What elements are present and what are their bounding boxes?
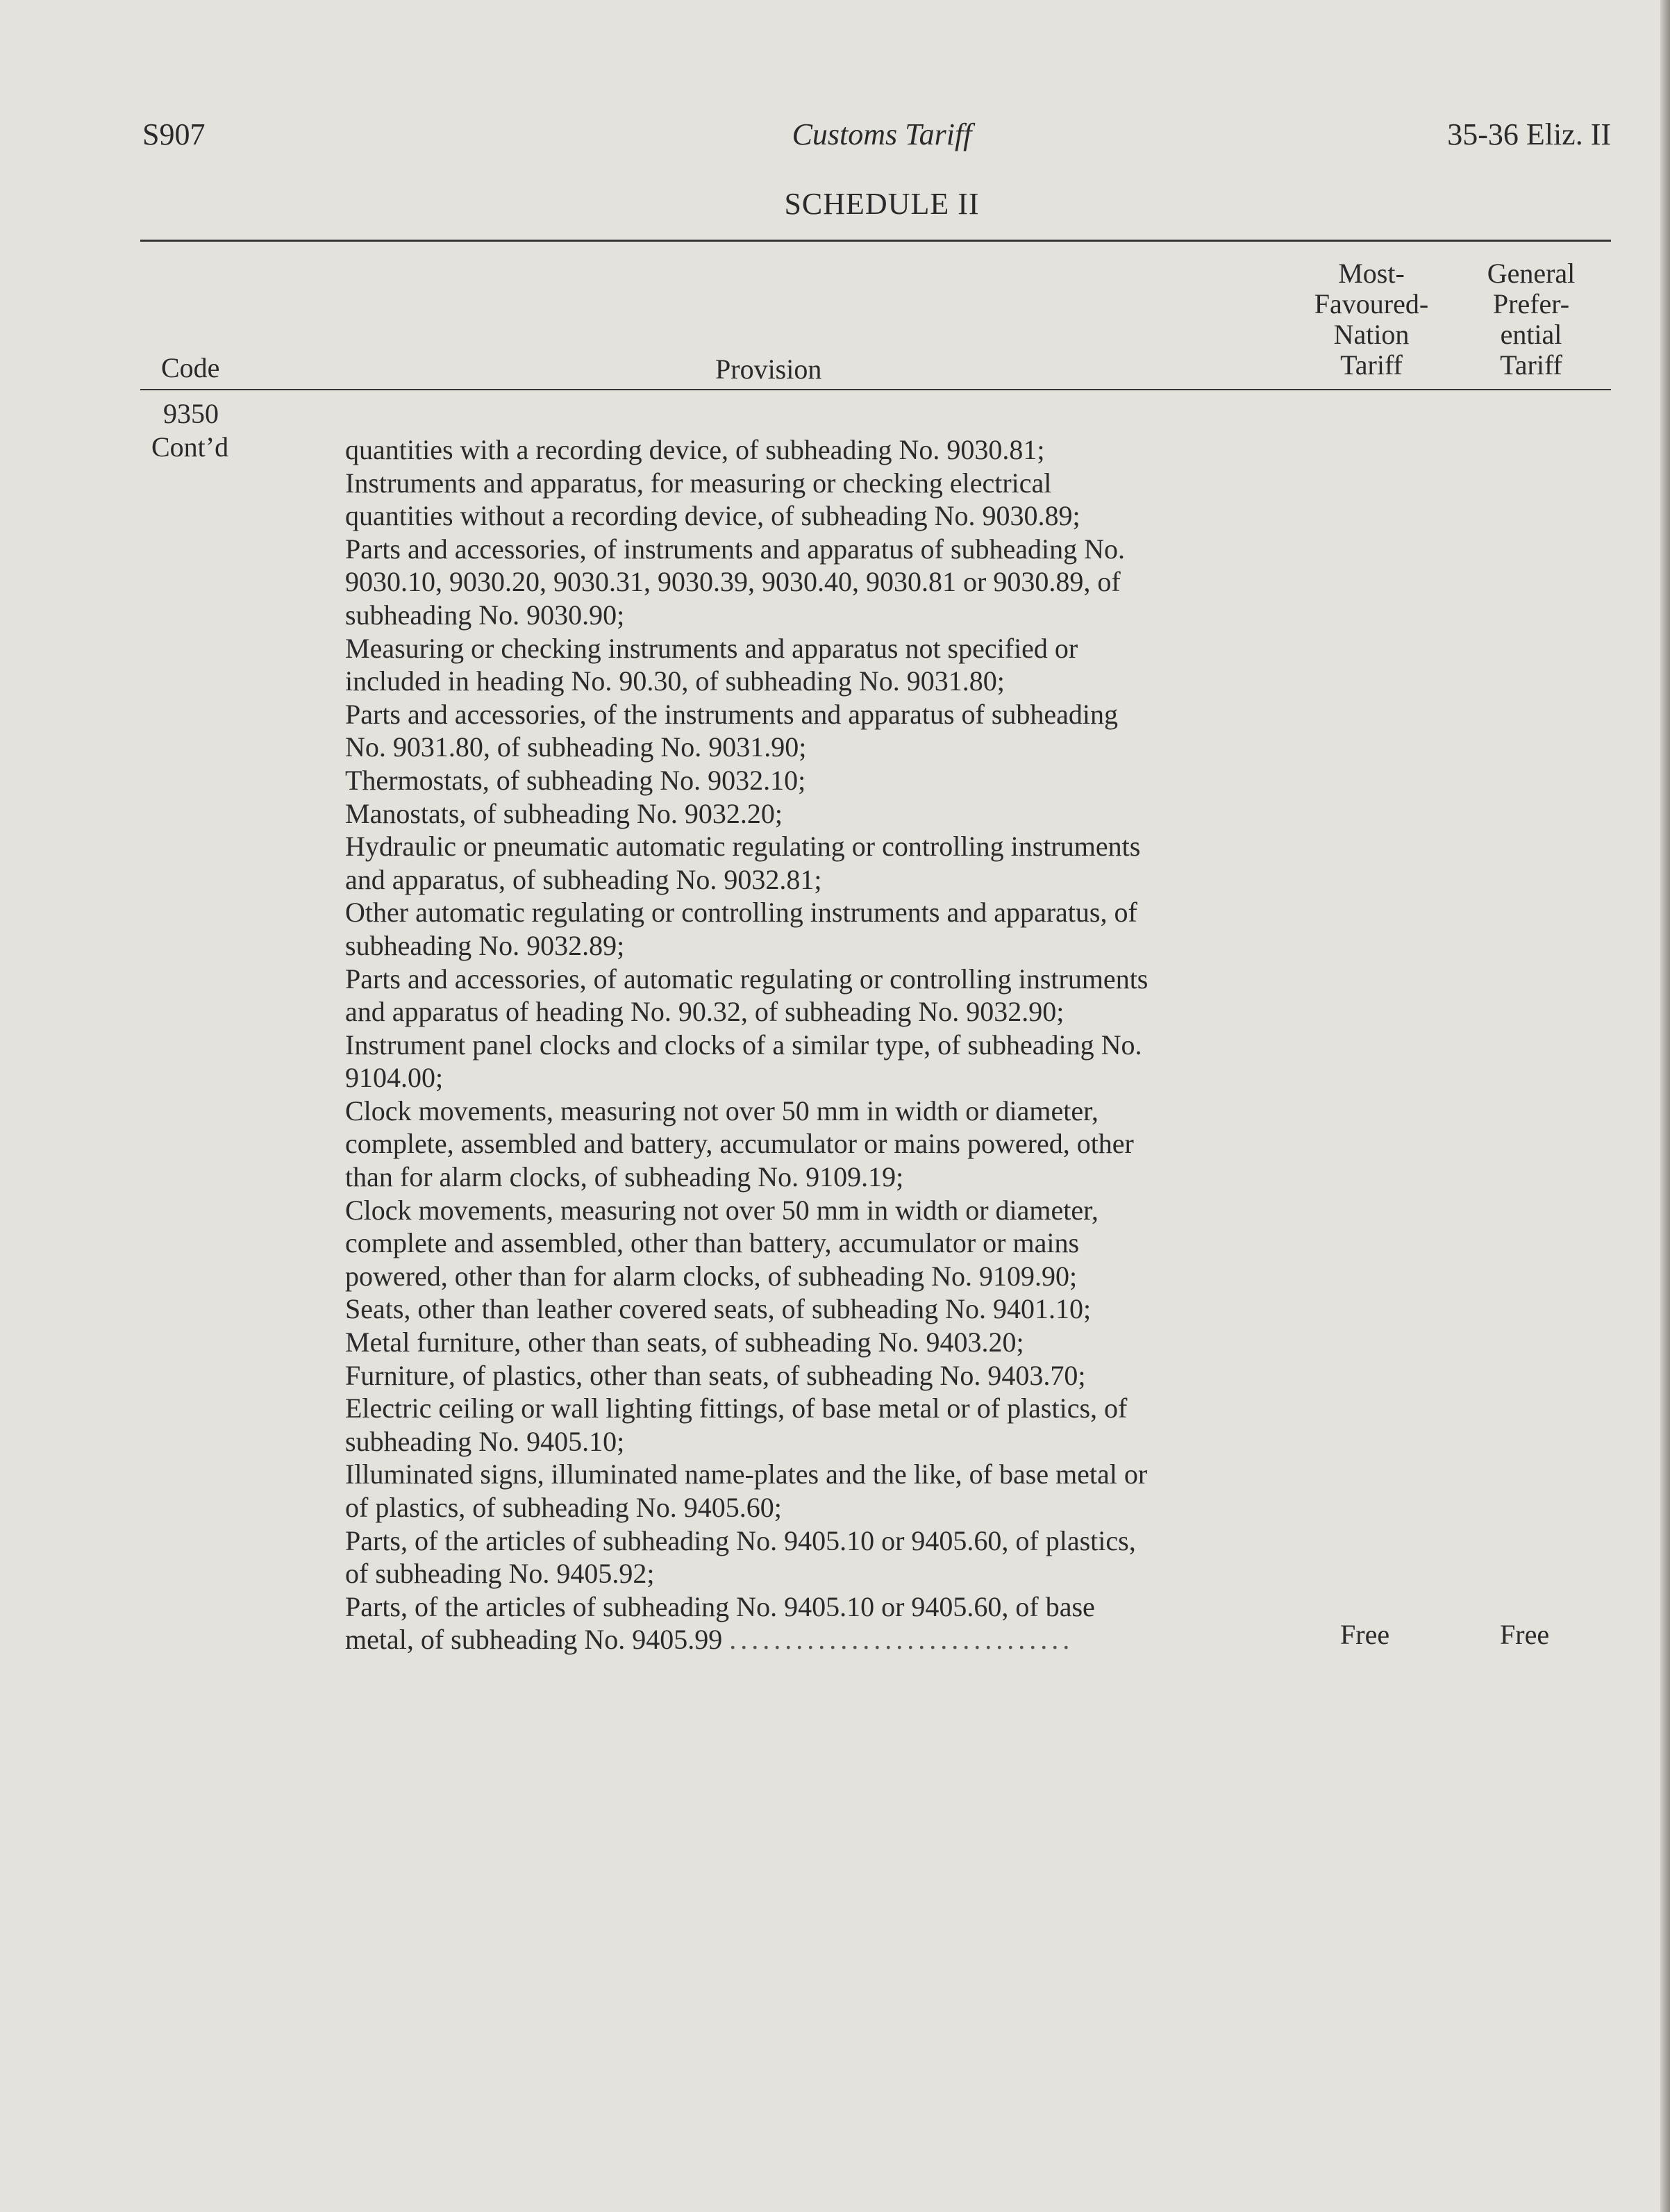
provision-line xyxy=(345,963,1283,996)
provision-line-text: and apparatus of heading No. 90.32, of subheading No. 9032.90; xyxy=(345,996,1064,1028)
regnal-year: 35-36 Eliz. II xyxy=(1447,117,1611,151)
provision-line xyxy=(345,433,1283,467)
provision-line-text: Parts and accessories, of automatic regulating or controlling instruments xyxy=(345,963,1149,995)
provision-line-text: Metal furniture, other than seats, of subheading No. 9403.20; xyxy=(345,1327,1024,1358)
provision-line xyxy=(345,1292,1283,1326)
page-number: S907 xyxy=(142,117,206,151)
provision-line xyxy=(345,1359,1283,1392)
provision-line-text: Illuminated signs, illuminated name-plates and the like, of base metal or xyxy=(345,1458,1148,1490)
provision-line-text: subheading No. 9030.90; xyxy=(345,599,625,631)
table-top-rule xyxy=(140,240,1611,242)
provision-line xyxy=(345,995,1283,1029)
provision-line-text: powered, other than for alarm clocks, of subheading No. 9109.90; xyxy=(345,1260,1078,1292)
column-header-mfn-line: Tariff xyxy=(1340,349,1403,381)
provision-line-text: and apparatus, of subheading No. 9032.81; xyxy=(345,863,822,895)
provision-line-text: than for alarm clocks, of subheading No. 9109.19; xyxy=(345,1161,904,1193)
column-header-mfn-line: Nation xyxy=(1333,319,1410,350)
provision-line xyxy=(345,632,1283,665)
provision-line-text: 9030.10, 9030.20, 9030.31, 9030.39, 9030.40, 9030.81 or 9030.89, of xyxy=(345,566,1121,598)
provision-line-text: Furniture, of plastics, other than seats, of subheading No. 9403.70; xyxy=(345,1359,1086,1391)
provision-line xyxy=(345,1260,1283,1293)
schedule-title: SCHEDULE II xyxy=(784,187,980,221)
column-header-gpt-line: General xyxy=(1487,258,1576,289)
provision-line xyxy=(345,929,1283,963)
provision-line xyxy=(345,599,1283,632)
provision-line xyxy=(345,1425,1283,1458)
provision-line-text: Other automatic regulating or controlling instruments and apparatus, of xyxy=(345,897,1137,929)
provision-line-text: Electric ceiling or wall lighting fittings, of base metal or of plastics, of xyxy=(345,1392,1128,1424)
provision-line xyxy=(345,764,1283,797)
provision-line-text: Clock movements, measuring not over 50 mm in width or diameter, xyxy=(345,1095,1099,1126)
provision-line-text: Seats, other than leather covered seats, of subheading No. 9401.10; xyxy=(345,1293,1092,1325)
column-header-gpt-line: Tariff xyxy=(1500,349,1562,381)
provision-line xyxy=(345,1458,1283,1491)
column-header-mfn-line: Most- xyxy=(1338,258,1405,289)
column-header-gpt-tariff xyxy=(1462,258,1601,381)
provision-text xyxy=(345,433,1283,1656)
provision-line-text: quantities without a recording device, of subheading No. 9030.89; xyxy=(345,500,1080,532)
provision-line-text: complete, assembled and battery, accumulator or mains powered, other xyxy=(345,1128,1134,1160)
provision-line-text: of plastics, of subheading No. 9405.60; xyxy=(345,1492,782,1523)
provision-line-text: Thermostats, of subheading No. 9032.10; xyxy=(345,764,806,796)
provision-line xyxy=(345,499,1283,533)
provision-line xyxy=(345,1491,1283,1524)
column-header-mfn-tariff xyxy=(1299,258,1444,381)
mfn-rate: Free xyxy=(1340,1619,1390,1650)
provision-line-text: 9104.00; xyxy=(345,1062,444,1094)
provision-line xyxy=(345,1392,1283,1425)
provision-line xyxy=(345,1194,1283,1227)
page-edge xyxy=(1660,0,1670,2212)
tariff-code-continued: Cont’d xyxy=(151,431,229,463)
provision-line xyxy=(345,665,1283,698)
provision-line xyxy=(345,698,1283,731)
column-header-gpt-line: ential xyxy=(1500,319,1562,350)
provision-line xyxy=(345,1061,1283,1095)
provision-line-text: Parts and accessories, of instruments and apparatus of subheading No. xyxy=(345,533,1126,565)
provision-line-text: No. 9031.80, of subheading No. 9031.90; xyxy=(345,731,807,763)
provision-line xyxy=(345,467,1283,500)
provision-line xyxy=(345,1226,1283,1260)
column-header-provision: Provision xyxy=(715,354,822,385)
provision-line-text: of subheading No. 9405.92; xyxy=(345,1558,655,1590)
tariff-code: 9350 xyxy=(163,398,219,429)
provision-line xyxy=(345,1590,1283,1624)
provision-line xyxy=(345,1623,1283,1656)
gpt-rate: Free xyxy=(1500,1619,1550,1650)
provision-line-text: Parts and accessories, of the instruments and apparatus of subheading xyxy=(345,698,1119,730)
leader-dots: ............................... xyxy=(729,1624,1074,1656)
provision-line xyxy=(345,1326,1283,1359)
provision-line-text: metal, of subheading No. 9405.99 xyxy=(345,1624,723,1656)
column-header-gpt-line: Prefer- xyxy=(1492,288,1570,319)
provision-line xyxy=(345,830,1283,863)
provision-line-text: subheading No. 9405.10; xyxy=(345,1425,625,1457)
provision-line-text: subheading No. 9032.89; xyxy=(345,929,625,961)
provision-line xyxy=(345,1029,1283,1062)
provision-line xyxy=(345,863,1283,897)
provision-line-text: included in heading No. 90.30, of subheading No. 9031.80; xyxy=(345,665,1005,697)
provision-line-text: quantities with a recording device, of subheading No. 9030.81; xyxy=(345,434,1045,465)
provision-line-text: Instruments and apparatus, for measuring or checking electrical xyxy=(345,467,1052,499)
provision-line xyxy=(345,1095,1283,1128)
provision-line xyxy=(345,533,1283,566)
table-header-rule xyxy=(140,389,1611,390)
provision-line xyxy=(345,896,1283,929)
provision-line xyxy=(345,1557,1283,1590)
provision-line xyxy=(345,1161,1283,1194)
provision-line-text: Hydraulic or pneumatic automatic regulating or controlling instruments xyxy=(345,831,1141,863)
running-title: Customs Tariff xyxy=(792,117,972,151)
provision-line xyxy=(345,1524,1283,1558)
column-header-code: Code xyxy=(161,352,220,383)
provision-line-text: Clock movements, measuring not over 50 mm in width or diameter, xyxy=(345,1194,1099,1226)
provision-line xyxy=(345,565,1283,599)
provision-line-text: Manostats, of subheading No. 9032.20; xyxy=(345,797,783,829)
provision-line xyxy=(345,731,1283,764)
provision-line xyxy=(345,1127,1283,1161)
provision-line-text: complete and assembled, other than battery, accumulator or mains xyxy=(345,1227,1080,1259)
provision-line xyxy=(345,797,1283,831)
provision-line-text: Measuring or checking instruments and apparatus not specified or xyxy=(345,632,1078,664)
provision-line-text: Parts, of the articles of subheading No. 9405.10 or 9405.60, of plastics, xyxy=(345,1524,1136,1556)
provision-line-text: Parts, of the articles of subheading No. 9405.10 or 9405.60, of base xyxy=(345,1590,1095,1622)
column-header-mfn-line: Favoured- xyxy=(1314,288,1429,319)
provision-line-text: Instrument panel clocks and clocks of a similar type, of subheading No. xyxy=(345,1029,1142,1061)
